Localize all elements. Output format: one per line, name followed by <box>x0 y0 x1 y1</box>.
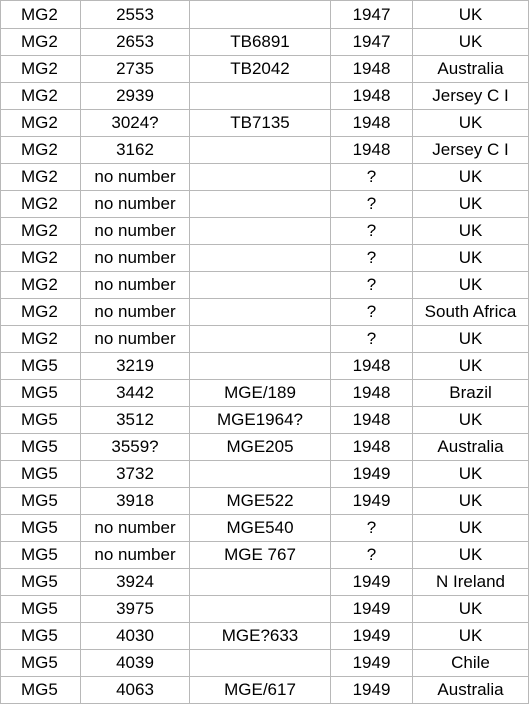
cell-number[interactable]: 3219 <box>81 353 190 380</box>
cell-number[interactable]: no number <box>81 326 190 353</box>
cell-model[interactable]: MG5 <box>1 380 81 407</box>
cell-model[interactable]: MG2 <box>1 110 81 137</box>
table-row <box>1 83 529 110</box>
cell-reference[interactable] <box>190 326 331 353</box>
cell-model[interactable]: MG2 <box>1 245 81 272</box>
table-row <box>1 56 529 83</box>
cell-model[interactable]: MG5 <box>1 515 81 542</box>
table-row <box>1 407 529 434</box>
cell-country[interactable]: N Ireland <box>413 569 529 596</box>
table-row <box>1 245 529 272</box>
cell-year[interactable]: 1948 <box>331 56 413 83</box>
cell-number[interactable]: no number <box>81 515 190 542</box>
cell-model[interactable]: MG5 <box>1 542 81 569</box>
cell-year[interactable]: 1948 <box>331 110 413 137</box>
cell-year[interactable]: 1949 <box>331 488 413 515</box>
cell-reference[interactable]: MGE205 <box>190 434 331 461</box>
cell-reference[interactable] <box>190 596 331 623</box>
cell-number[interactable]: 3442 <box>81 380 190 407</box>
cell-model[interactable]: MG2 <box>1 191 81 218</box>
cell-reference[interactable] <box>190 137 331 164</box>
cell-number[interactable]: 3918 <box>81 488 190 515</box>
cell-reference[interactable]: MGE540 <box>190 515 331 542</box>
cell-model[interactable]: MG5 <box>1 434 81 461</box>
cell-number[interactable]: no number <box>81 164 190 191</box>
cell-year[interactable]: 1947 <box>331 1 413 29</box>
cell-reference[interactable] <box>190 83 331 110</box>
cell-model[interactable]: MG2 <box>1 1 81 29</box>
table-row <box>1 515 529 542</box>
cell-country[interactable]: Jersey C I <box>413 83 529 110</box>
cell-year[interactable]: ? <box>331 542 413 569</box>
cell-model[interactable]: MG2 <box>1 299 81 326</box>
cell-model[interactable]: MG5 <box>1 650 81 677</box>
cell-number[interactable]: 4063 <box>81 677 190 704</box>
cell-number[interactable]: 3975 <box>81 596 190 623</box>
cell-number[interactable]: 3162 <box>81 137 190 164</box>
cell-number[interactable]: no number <box>81 542 190 569</box>
table-row <box>1 164 529 191</box>
cell-number[interactable]: 3732 <box>81 461 190 488</box>
cell-year[interactable]: 1949 <box>331 677 413 704</box>
cell-year[interactable]: ? <box>331 515 413 542</box>
cell-country[interactable]: South Africa <box>413 299 529 326</box>
cell-reference[interactable] <box>190 245 331 272</box>
table-row <box>1 299 529 326</box>
cell-model[interactable]: MG2 <box>1 326 81 353</box>
cell-year[interactable]: ? <box>331 191 413 218</box>
cell-model[interactable]: MG5 <box>1 461 81 488</box>
cell-model[interactable]: MG5 <box>1 677 81 704</box>
cell-year[interactable]: 1949 <box>331 596 413 623</box>
table-row <box>1 218 529 245</box>
table-row <box>1 326 529 353</box>
cell-reference[interactable] <box>190 164 331 191</box>
table-row <box>1 488 529 515</box>
cell-number[interactable]: no number <box>81 299 190 326</box>
cell-reference[interactable]: TB2042 <box>190 56 331 83</box>
cell-year[interactable]: 1948 <box>331 434 413 461</box>
table-row <box>1 677 529 704</box>
cell-model[interactable]: MG5 <box>1 569 81 596</box>
cell-number[interactable]: no number <box>81 191 190 218</box>
cell-reference[interactable]: TB7135 <box>190 110 331 137</box>
cell-country[interactable]: Brazil <box>413 380 529 407</box>
table-row <box>1 542 529 569</box>
cell-country[interactable]: UK <box>413 218 529 245</box>
cell-year[interactable]: 1948 <box>331 407 413 434</box>
cell-number[interactable]: 3559? <box>81 434 190 461</box>
cell-country[interactable]: UK <box>413 488 529 515</box>
cell-year[interactable]: 1948 <box>331 380 413 407</box>
cell-number[interactable]: 3024? <box>81 110 190 137</box>
cell-reference[interactable] <box>190 191 331 218</box>
cell-reference[interactable] <box>190 272 331 299</box>
cell-number[interactable]: 3512 <box>81 407 190 434</box>
table-row <box>1 650 529 677</box>
cell-year[interactable]: ? <box>331 245 413 272</box>
cell-country[interactable]: UK <box>413 407 529 434</box>
cell-country[interactable]: Chile <box>413 650 529 677</box>
cell-number[interactable]: 4030 <box>81 623 190 650</box>
cell-year[interactable]: 1949 <box>331 623 413 650</box>
cell-country[interactable]: Australia <box>413 434 529 461</box>
cell-model[interactable]: MG5 <box>1 353 81 380</box>
cell-reference[interactable] <box>190 1 331 29</box>
table-row <box>1 191 529 218</box>
cell-country[interactable]: UK <box>413 245 529 272</box>
cell-country[interactable]: UK <box>413 461 529 488</box>
table-row <box>1 110 529 137</box>
cell-year[interactable]: 1949 <box>331 569 413 596</box>
cell-year[interactable]: 1948 <box>331 137 413 164</box>
cell-country[interactable]: UK <box>413 29 529 56</box>
cell-reference[interactable]: MGE?633 <box>190 623 331 650</box>
table-row <box>1 569 529 596</box>
cell-model[interactable]: MG5 <box>1 488 81 515</box>
cell-year[interactable]: 1947 <box>331 29 413 56</box>
cell-model[interactable]: MG5 <box>1 407 81 434</box>
cell-country[interactable]: UK <box>413 596 529 623</box>
table-row <box>1 29 529 56</box>
cell-country[interactable]: UK <box>413 515 529 542</box>
cell-number[interactable]: 2939 <box>81 83 190 110</box>
table-row <box>1 461 529 488</box>
cell-country[interactable]: Jersey C I <box>413 137 529 164</box>
cell-country[interactable]: UK <box>413 272 529 299</box>
cell-reference[interactable] <box>190 353 331 380</box>
cell-year[interactable]: 1949 <box>331 650 413 677</box>
cell-year[interactable]: 1949 <box>331 461 413 488</box>
cell-reference[interactable]: MGE/617 <box>190 677 331 704</box>
cell-reference[interactable]: MGE522 <box>190 488 331 515</box>
cell-reference[interactable]: MGE 767 <box>190 542 331 569</box>
cell-reference[interactable]: MGE1964? <box>190 407 331 434</box>
cell-reference[interactable]: TB6891 <box>190 29 331 56</box>
cell-country[interactable]: UK <box>413 542 529 569</box>
table-row <box>1 623 529 650</box>
cell-reference[interactable] <box>190 299 331 326</box>
cell-model[interactable]: MG2 <box>1 29 81 56</box>
table-body <box>1 1 529 704</box>
cell-model[interactable]: MG2 <box>1 56 81 83</box>
cell-number[interactable]: 2735 <box>81 56 190 83</box>
cell-country[interactable]: Australia <box>413 677 529 704</box>
table-row <box>1 434 529 461</box>
cell-number[interactable]: no number <box>81 272 190 299</box>
cell-reference[interactable] <box>190 461 331 488</box>
cell-number[interactable]: 4039 <box>81 650 190 677</box>
cell-year[interactable]: ? <box>331 299 413 326</box>
cell-year[interactable]: ? <box>331 326 413 353</box>
cell-reference[interactable] <box>190 650 331 677</box>
cell-year[interactable]: ? <box>331 164 413 191</box>
cell-number[interactable]: 3924 <box>81 569 190 596</box>
table-row <box>1 596 529 623</box>
cell-country[interactable]: UK <box>413 623 529 650</box>
cell-country[interactable]: UK <box>413 326 529 353</box>
cell-country[interactable]: UK <box>413 1 529 29</box>
table-row <box>1 137 529 164</box>
cell-number[interactable]: no number <box>81 245 190 272</box>
table-row <box>1 1 529 29</box>
cell-model[interactable]: MG2 <box>1 164 81 191</box>
cell-country[interactable]: UK <box>413 164 529 191</box>
cell-number[interactable]: 2653 <box>81 29 190 56</box>
cell-model[interactable]: MG2 <box>1 218 81 245</box>
cell-number[interactable]: no number <box>81 218 190 245</box>
cell-model[interactable]: MG2 <box>1 137 81 164</box>
cell-number[interactable]: 2553 <box>81 1 190 29</box>
cell-model[interactable]: MG5 <box>1 596 81 623</box>
cell-year[interactable]: 1948 <box>331 83 413 110</box>
cell-reference[interactable]: MGE/189 <box>190 380 331 407</box>
table-row <box>1 272 529 299</box>
cell-country[interactable]: Australia <box>413 56 529 83</box>
cell-year[interactable]: ? <box>331 272 413 299</box>
cell-model[interactable]: MG5 <box>1 623 81 650</box>
table-row <box>1 353 529 380</box>
cell-country[interactable]: UK <box>413 110 529 137</box>
cell-reference[interactable] <box>190 218 331 245</box>
table-row <box>1 380 529 407</box>
cell-model[interactable]: MG2 <box>1 272 81 299</box>
cell-year[interactable]: ? <box>331 218 413 245</box>
cell-country[interactable]: UK <box>413 191 529 218</box>
cell-model[interactable]: MG2 <box>1 83 81 110</box>
cell-reference[interactable] <box>190 569 331 596</box>
cell-country[interactable]: UK <box>413 353 529 380</box>
cell-year[interactable]: 1948 <box>331 353 413 380</box>
